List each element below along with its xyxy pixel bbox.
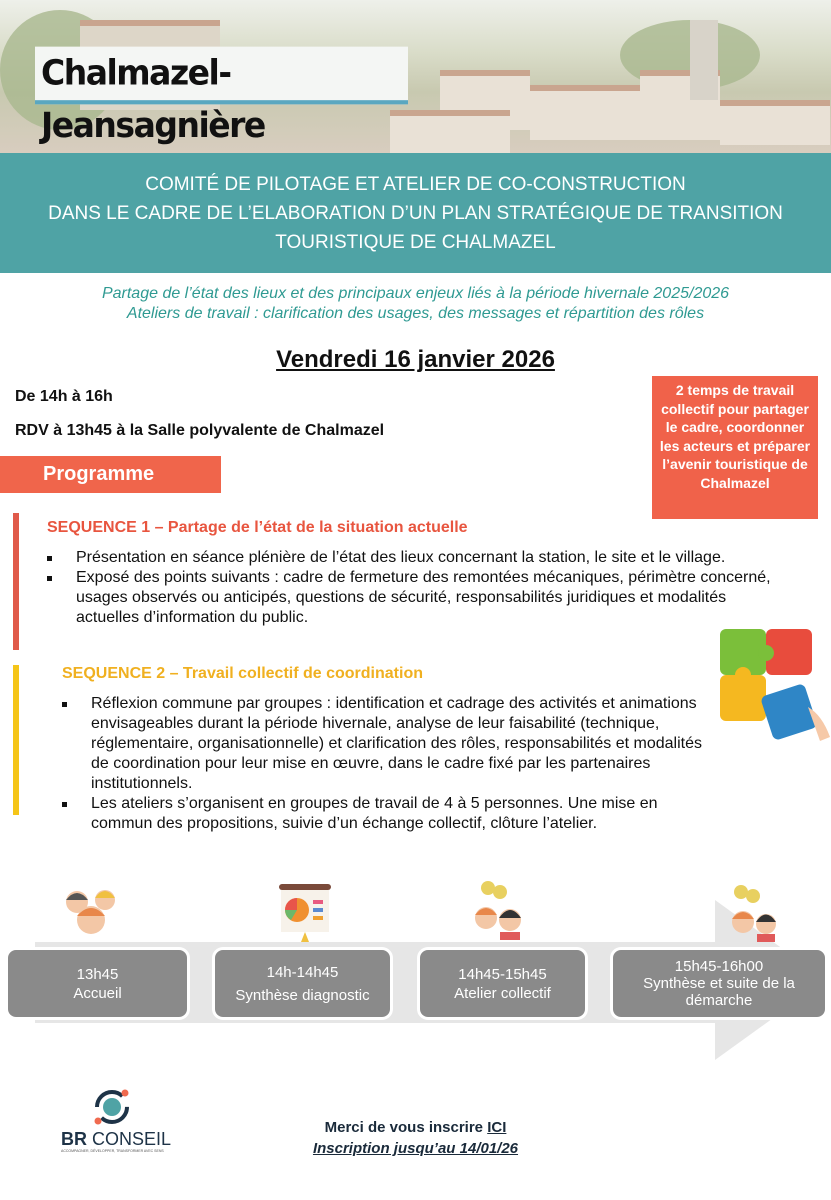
- sequence-1-title: SEQUENCE 1 – Partage de l’état de la situation actuelle: [47, 519, 468, 536]
- step-time: 14h45-15h45: [458, 965, 547, 983]
- title-line-3: TOURISTIQUE DE CHALMAZEL: [275, 232, 556, 253]
- title-band: [0, 153, 831, 273]
- br-conseil-name: BR CONSEIL: [61, 1129, 172, 1149]
- timeline-step-4: [613, 950, 825, 1017]
- sequence-2-bar: [13, 665, 19, 815]
- presentation-board-icon: [275, 882, 335, 944]
- step-label: Synthèse diagnostic: [235, 986, 370, 1004]
- sequence-1-list: [47, 548, 777, 628]
- list-item: Présentation en séance plénière de l’état des lieux concernant la station, le site et le village.: [47, 548, 777, 568]
- list-item: Exposé des points suivants : cadre de fermeture des remontées mécaniques, périmètre concerné, usages observés ou anticipés, questions de sécurité, responsabilités juridiques et modalités actuelles d’information du public.: [47, 568, 777, 628]
- puzzle-icon: [716, 625, 831, 745]
- sequence-2-title: SEQUENCE 2 – Travail collectif de coordination: [62, 665, 423, 682]
- event-date: Vendredi 16 janvier 2026: [276, 346, 555, 373]
- step-label: Synthèse et suite de la démarche: [643, 975, 795, 1009]
- registration-deadline: Inscription jusqu’au 14/01/26: [312, 1140, 519, 1157]
- list-item: Les ateliers s’organisent en groupes de travail de 4 à 5 personnes. Une mise en commun des propositions, suivie d’un échange collectif, clôture l’atelier.: [62, 794, 712, 834]
- sequence-1-bar: [13, 513, 19, 650]
- timeline-step-2: [215, 950, 390, 1017]
- title-line-2: DANS LE CADRE DE L’ELABORATION D’UN PLAN STRATÉGIQUE DE TRANSITION: [48, 203, 783, 224]
- discussion-icon: [470, 880, 530, 940]
- register-prompt: Merci de vous inscrire: [324, 1119, 488, 1136]
- callout-box: 2 temps de travail collectif pour partager le cadre, coordonner les acteurs et préparer l’avenir touristique de Chalmazel: [652, 376, 818, 519]
- step-label: Accueil: [73, 984, 122, 1002]
- step-time: 15h45-16h00: [674, 958, 764, 975]
- timeline-step-1: [8, 950, 187, 1017]
- discussion-icon: [725, 882, 785, 944]
- br-conseil-tagline: ACCOMPAGNER, DÉVELOPPER, TRANSFORMER AVEC SENS: [61, 1149, 164, 1153]
- event-hours: De 14h à 16h: [15, 388, 113, 405]
- list-item: Réflexion commune par groupes : identification et cadrage des activités et animations envisageables durant la période hivernale, analyse de leur faisabilité (technique, réglementaire, organisationnelle) et clarification des rôles, responsabilités et modalités de coordination pour leur mise en œuvre, dans le cadre fixé par les partenaires institutionnels.: [62, 694, 712, 794]
- town-logo: Chalmazel-Jeansagnière: [35, 47, 408, 105]
- subtitle-1: Partage de l’état des lieux et des principaux enjeux liés à la période hivernale 2025/2026: [101, 285, 730, 302]
- step-time: 14h-14h45: [266, 963, 339, 981]
- event-rdv: RDV à 13h45 à la Salle polyvalente de Chalmazel: [15, 422, 385, 439]
- register-text: [0, 1119, 831, 1136]
- register-link[interactable]: ICI: [487, 1119, 507, 1136]
- step-time: 13h45: [76, 965, 119, 983]
- programme-heading: Programme: [0, 456, 221, 493]
- timeline-step-3: [420, 950, 585, 1017]
- sequence-2-list: [62, 694, 712, 834]
- group-people-icon: [60, 880, 125, 940]
- step-label: Atelier collectif: [454, 984, 551, 1002]
- subtitle-2: Ateliers de travail : clarification des usages, des messages et répartition des rôles: [126, 305, 705, 322]
- title-line-1: COMITÉ DE PILOTAGE ET ATELIER DE CO-CONSTRUCTION: [145, 174, 686, 195]
